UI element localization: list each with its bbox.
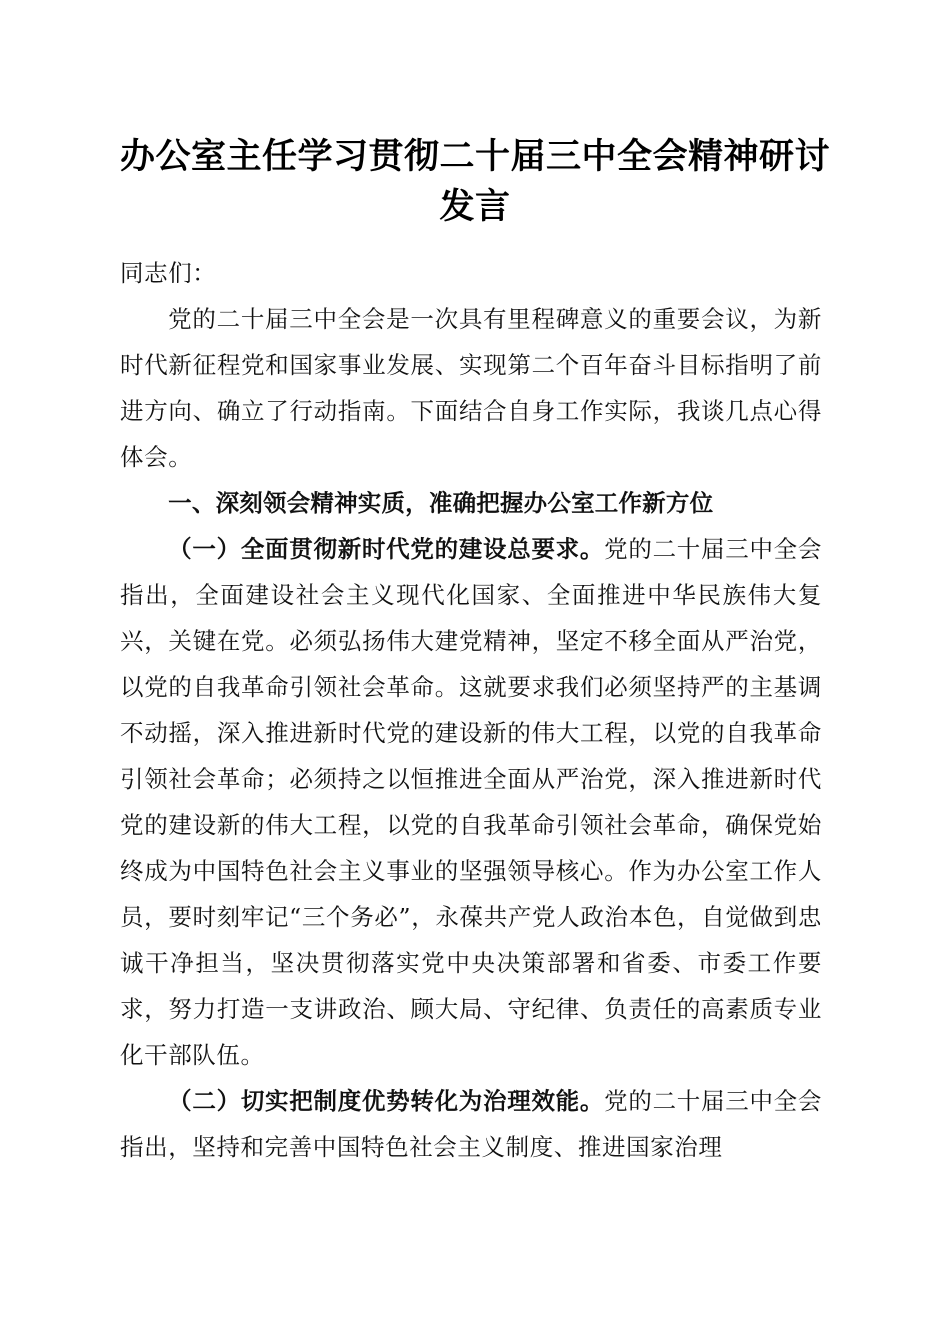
- document-body: [120, 250, 822, 1170]
- salutation: 同志们：: [120, 259, 217, 287]
- document-title: 办公室主任学习贯彻二十届三中全会精神研讨发言: [119, 136, 830, 227]
- subsection-text-1: 党的二十届三中全会指出，全面建设社会主义现代化国家、全面推进中华民族伟大复兴，关键在党。必须弘扬伟大建党精神，坚定不移全面从严治党，以党的自我革命引领社会革命。这就要求我们必须坚持严的主基调不动摇，深入推进新时代党的建设新的伟大工程，以党的自我革命引领社会革命；必须持之以恒推进全面从严治党，深入推进新时代党的建设新的伟大工程，以党的自我革命引领社会革命，确保党始终成为中国特色社会主义事业的坚强领导核心。作为办公室工作人员，要时刻牢记“三个务必”，永葆共产党人政治本色，自觉做到忠诚干净担当，坚决贯彻落实党中央决策部署和省委、市委工作要求，努力打造一支讲政治、顾大局、守纪律、负责任的高素质专业化干部队伍。: [120, 535, 822, 1069]
- subsection-text-2: 党的二十届三中全会指出，坚持和完善中国特色社会主义制度、推进国家治理: [120, 1087, 822, 1161]
- section-heading-1: 一、深刻领会精神实质，准确把握办公室工作新方位: [168, 489, 714, 517]
- subsection-heading-1: （一）全面贯彻新时代党的建设总要求。: [168, 535, 605, 563]
- subsection-paragraph-2: [120, 1078, 822, 1170]
- intro-paragraph: 党的二十届三中全会是一次具有里程碑意义的重要会议，为新时代新征程党和国家事业发展、实现第二个百年奋斗目标指明了前进方向、确立了行动指南。下面结合自身工作实际，我谈几点心得体会。: [120, 305, 822, 471]
- subsection-heading-2: （二）切实把制度优势转化为治理效能。: [168, 1087, 605, 1115]
- subsection-paragraph-1: [120, 526, 822, 1078]
